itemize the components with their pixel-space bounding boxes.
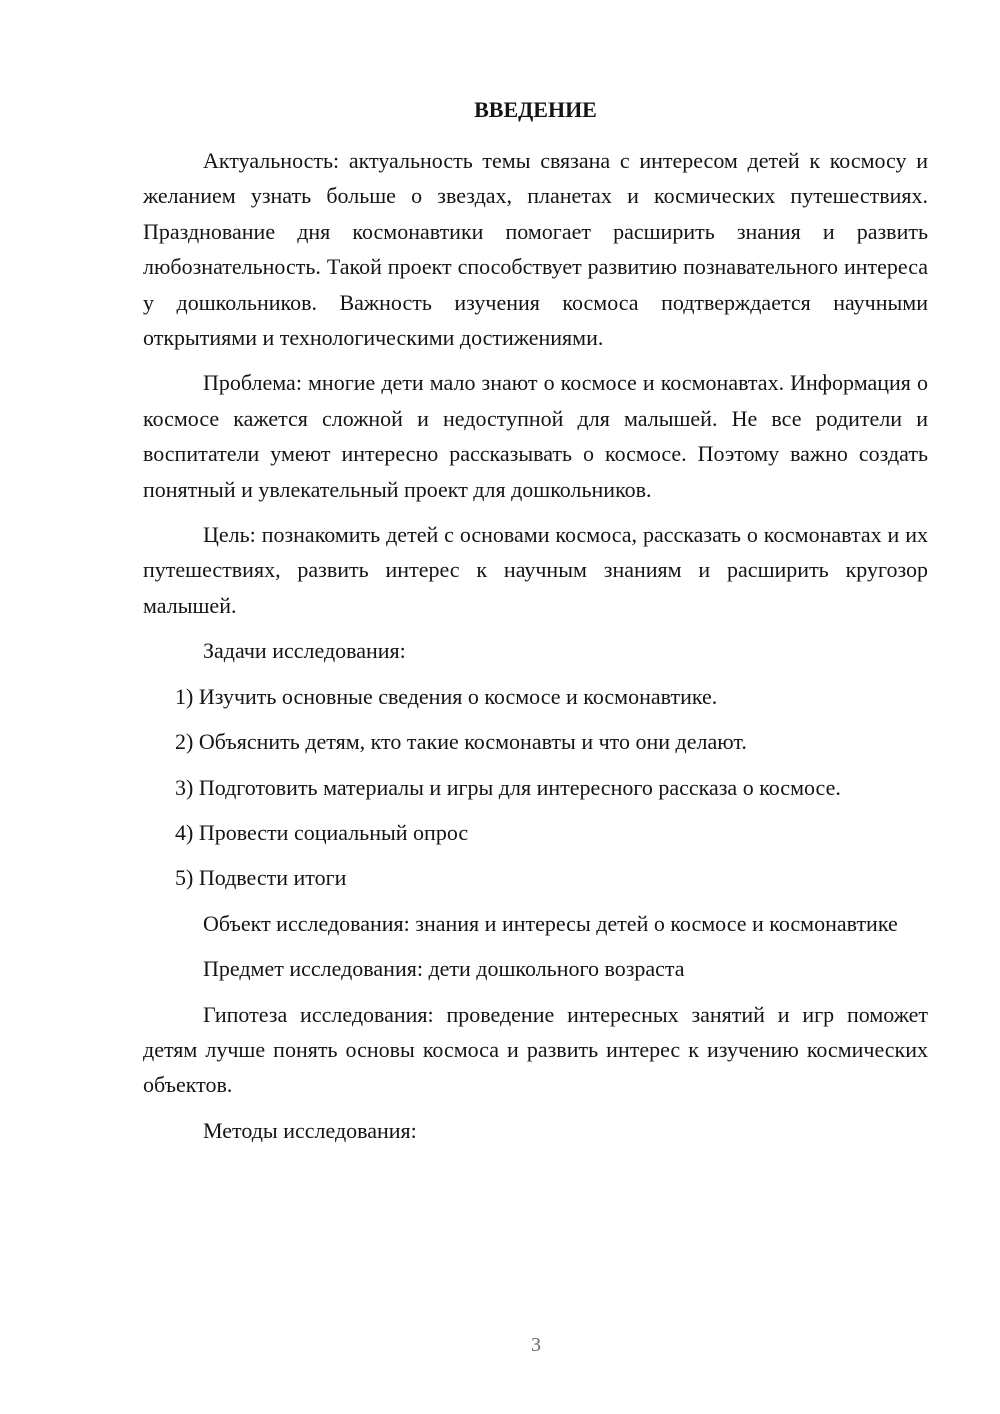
page-number: 3: [531, 1334, 541, 1356]
page-title: ВВЕДЕНИЕ: [474, 97, 597, 122]
paragraph-methods: Методы исследования:: [203, 1117, 417, 1143]
task-item-5: 5) Подвести итоги: [175, 865, 347, 891]
task-item-4: 4) Провести социальный опрос: [175, 819, 469, 845]
page-content: [143, 92, 928, 1158]
task-item-1: 1) Изучить основные сведения о космосе и космонавтике.: [175, 683, 718, 709]
paragraph-goal: Цель: познакомить детей с основами космоса, рассказать о космонавтах и их путешествиях, развить интерес к научным знаниям и расширить кругозор малышей.: [143, 522, 928, 618]
paragraph-hypothesis: Гипотеза исследования: проведение интересных занятий и игр поможет детям лучше понять основы космоса и развить интерес к изучению космических объектов.: [143, 1001, 928, 1098]
paragraph-subject: Предмет исследования: дети дошкольного возраста: [203, 956, 685, 982]
task-item-3: 3) Подготовить материалы и игры для интересного рассказа о космосе.: [175, 774, 841, 800]
paragraph-tasks-heading: Задачи исследования:: [203, 638, 406, 664]
task-item-2: 2) Объяснить детям, кто такие космонавты и что они делают.: [175, 729, 747, 755]
paragraph-relevance: Актуальность: актуальность темы связана с интересом детей к космосу и желанием узнать больше о звездах, планетах и космических путешествиях. Празднование дня космонавтики помогает расширить знания и развить любознательность. Такой проект способствует развитию познавательного интереса у дошкольников. Важность изучения космоса подтверждается научными открытиями и технологическими достижениями.: [143, 148, 928, 351]
paragraph-object: Объект исследования: знания и интересы детей о космосе и космонавтике: [203, 910, 898, 936]
paragraph-problem: Проблема: многие дети мало знают о космосе и космонавтах. Информация о космосе кажется сложной и недоступной для малышей. Не все родители и воспитатели умеют интересно рассказывать о космосе. Поэтому важно создать понятный и увлекательный проект для дошкольников.: [143, 370, 928, 502]
